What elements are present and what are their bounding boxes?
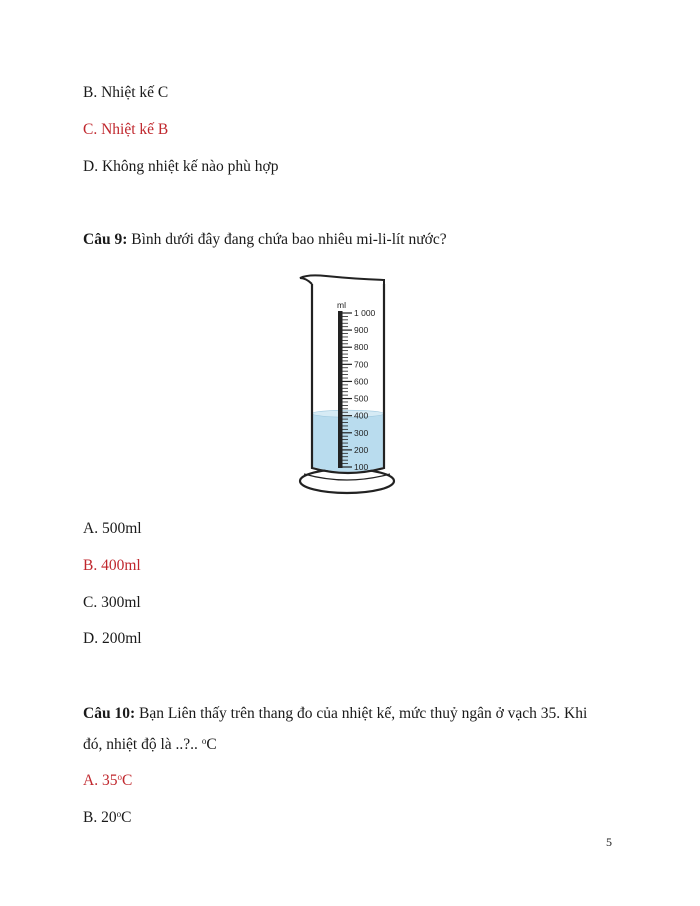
question-10-text-cont: đó, nhiệt độ là ..?.. (83, 736, 202, 753)
celsius-unit: C (206, 736, 217, 753)
graduated-cylinder-figure (296, 270, 402, 496)
celsius-unit: C (121, 772, 133, 789)
question-9-label: Câu 9: (83, 231, 128, 248)
tick-label: 800 (354, 342, 369, 353)
page-number: 5 (606, 835, 612, 849)
question-9-text: Bình dưới đây đang chứa bao nhiêu mi-li-lít nước? (127, 231, 447, 248)
tick-label: 100 (354, 462, 369, 472)
q8-option-b: B. Nhiệt kế C (83, 84, 169, 101)
q8-option-c: C. Nhiệt kế B (83, 121, 169, 138)
q10-option-a-value: A. 35 (83, 772, 118, 789)
question-9 (83, 230, 447, 250)
q10-option-b (83, 804, 131, 828)
degree-sign: o (116, 809, 122, 819)
tick-label: 900 (354, 325, 369, 336)
question-10-line2 (83, 731, 217, 755)
degree-sign: o (117, 772, 122, 782)
tick-label: 300 (354, 427, 369, 438)
q10-option-b-value: B. 20 (83, 809, 117, 826)
celsius-unit: C (121, 809, 132, 826)
scale-bar (338, 311, 343, 468)
question-10-text: Bạn Liên thấy trên thang đo của nhiệt kế, mức thuỷ ngân ở vạch 35. Khi (135, 705, 588, 722)
q9-option-d: D. 200ml (83, 630, 142, 647)
q9-option-a: A. 500ml (83, 520, 142, 537)
tick-label: 500 (354, 393, 369, 404)
tick-label: 1 000 (354, 308, 376, 318)
tick-label: 400 (354, 410, 369, 421)
q9-option-c: C. 300ml (83, 594, 141, 611)
question-10-label: Câu 10: (83, 705, 136, 722)
degree-sign: o (201, 736, 207, 746)
cylinder-spout (300, 275, 384, 284)
q9-option-b: B. 400ml (83, 557, 141, 574)
tick-label: 700 (354, 359, 369, 370)
q10-option-a (83, 767, 132, 791)
tick-label: 600 (354, 376, 369, 387)
unit-label: ml (337, 300, 346, 310)
tick-label: 200 (354, 444, 369, 455)
question-10-line1 (83, 704, 587, 724)
q8-option-d: D. Không nhiệt kế nào phù hợp (83, 158, 279, 175)
